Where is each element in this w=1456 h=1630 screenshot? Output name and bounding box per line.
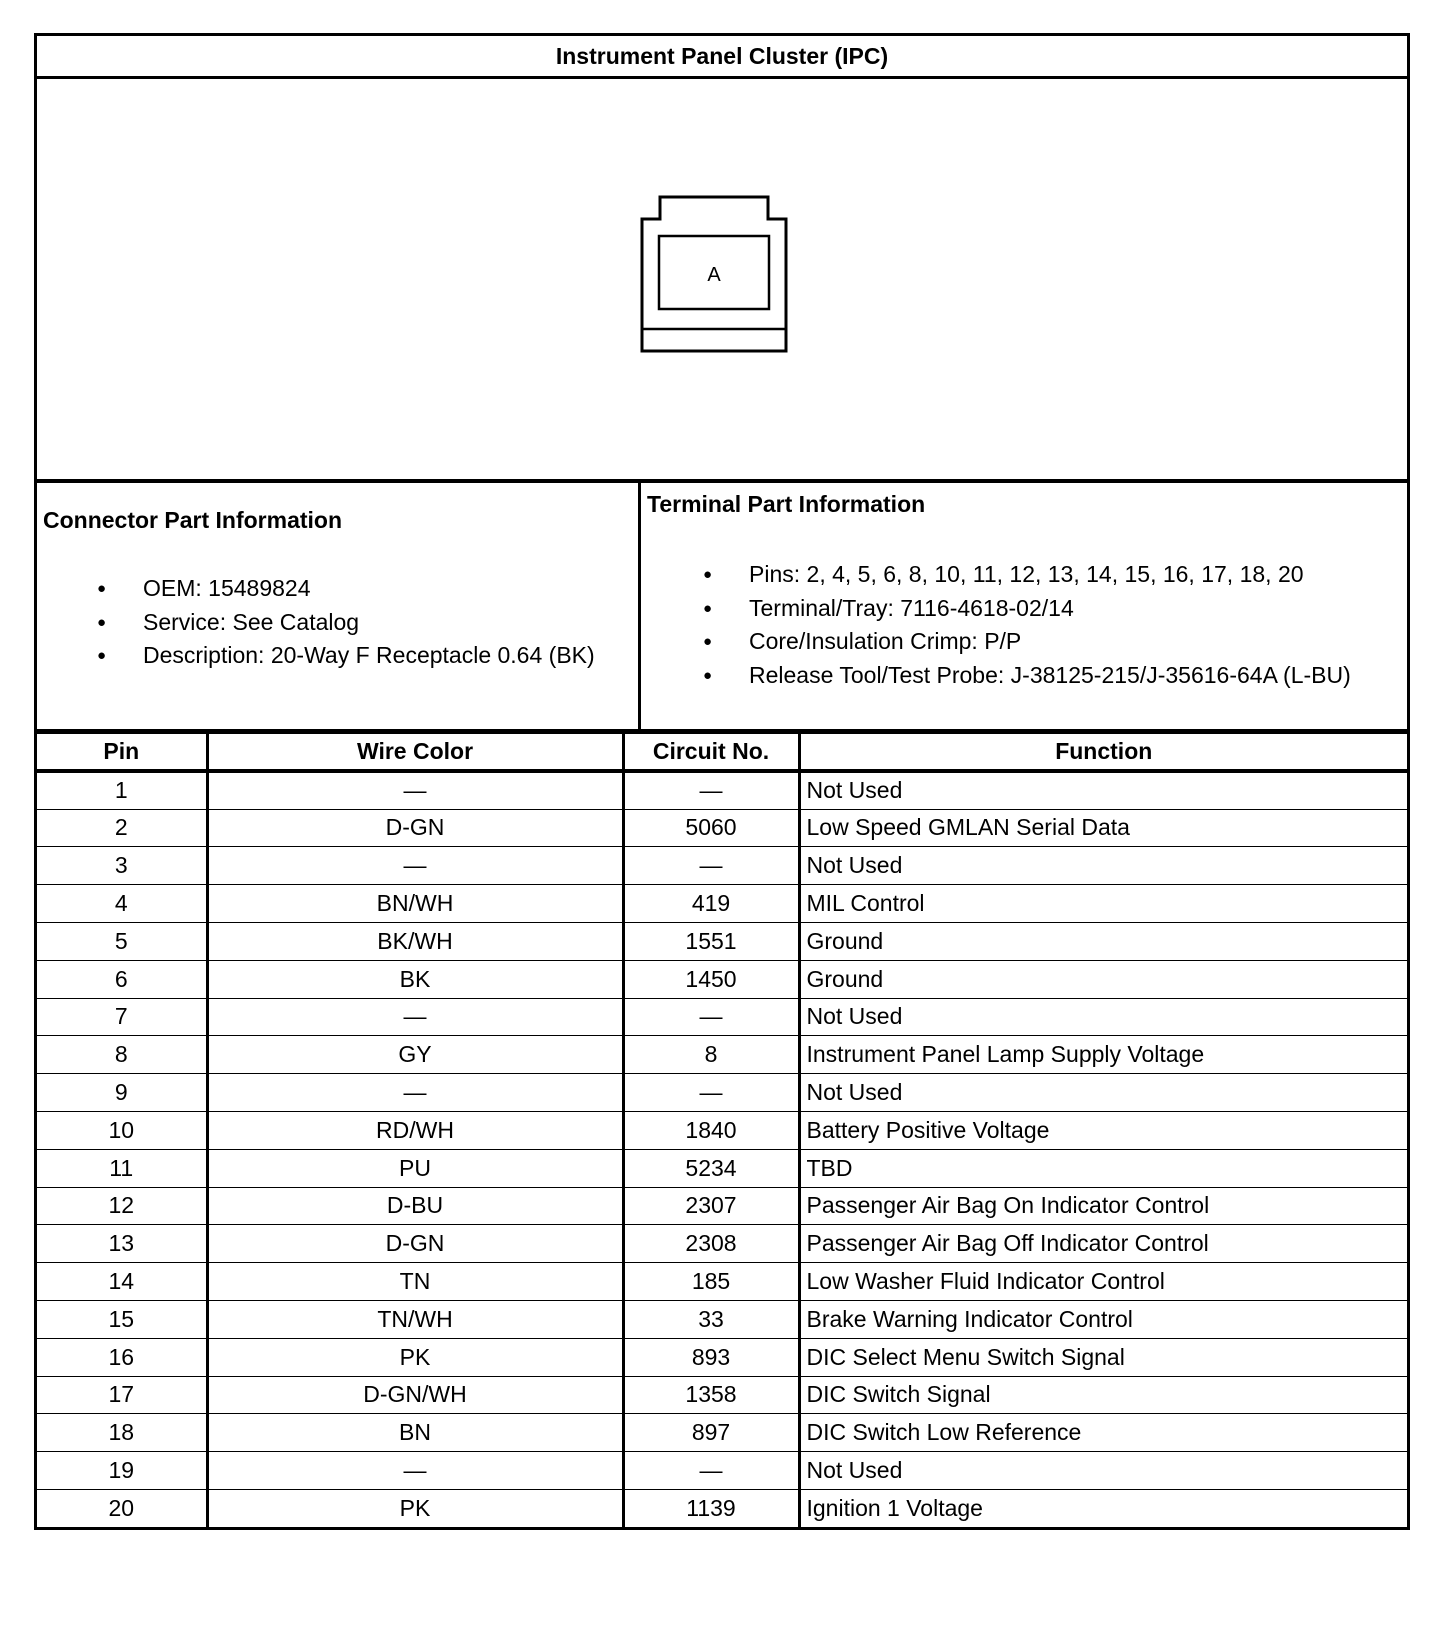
- list-item: ● OEM: 15489824: [43, 572, 638, 606]
- cell-circuit-no: 419: [623, 885, 799, 923]
- part-info-section: [37, 483, 1407, 733]
- cell-pin: 19: [37, 1452, 207, 1490]
- cell-wire-color: —: [207, 1074, 623, 1112]
- header-function: Function: [799, 734, 1407, 772]
- table-row: [37, 809, 1407, 847]
- cell-pin: 13: [37, 1225, 207, 1263]
- table-row: [37, 1149, 1407, 1187]
- terminal-part-info: [641, 483, 1407, 729]
- cell-pin: 15: [37, 1300, 207, 1338]
- cell-function: Not Used: [799, 1074, 1407, 1112]
- cell-function: DIC Switch Low Reference: [799, 1414, 1407, 1452]
- cell-wire-color: PK: [207, 1489, 623, 1527]
- cell-circuit-no: 897: [623, 1414, 799, 1452]
- list-item: ● Description: 20-Way F Receptacle 0.64 (BK): [43, 639, 638, 673]
- cell-pin: 17: [37, 1376, 207, 1414]
- connector-info-heading: Connector Part Information: [43, 507, 343, 533]
- cell-function: Low Speed GMLAN Serial Data: [799, 809, 1407, 847]
- cell-circuit-no: 893: [623, 1338, 799, 1376]
- cell-wire-color: RD/WH: [207, 1111, 623, 1149]
- cell-circuit-no: —: [623, 1452, 799, 1490]
- cell-circuit-no: 33: [623, 1300, 799, 1338]
- cell-pin: 11: [37, 1149, 207, 1187]
- table-row: [37, 1187, 1407, 1225]
- cell-circuit-no: 1840: [623, 1111, 799, 1149]
- table-row: [37, 1376, 1407, 1414]
- table-row: [37, 1225, 1407, 1263]
- cell-wire-color: D-GN: [207, 1225, 623, 1263]
- cell-wire-color: PU: [207, 1149, 623, 1187]
- cell-function: Not Used: [799, 771, 1407, 809]
- cell-pin: 2: [37, 809, 207, 847]
- cell-function: Low Washer Fluid Indicator Control: [799, 1263, 1407, 1301]
- cell-wire-color: —: [207, 1452, 623, 1490]
- cell-circuit-no: 1358: [623, 1376, 799, 1414]
- table-row: [37, 1300, 1407, 1338]
- cell-wire-color: PK: [207, 1338, 623, 1376]
- cell-wire-color: BN: [207, 1414, 623, 1452]
- list-item: ● Service: See Catalog: [43, 606, 638, 640]
- cell-wire-color: TN/WH: [207, 1300, 623, 1338]
- cell-wire-color: BK: [207, 960, 623, 998]
- list-item: ● Release Tool/Test Probe: J-38125-215/J-35616-64A (L-BU): [647, 659, 1407, 693]
- cell-function: Not Used: [799, 998, 1407, 1036]
- table-row: [37, 1263, 1407, 1301]
- connector-diagram: [37, 79, 1407, 483]
- cell-function: MIL Control: [799, 885, 1407, 923]
- cell-pin: 10: [37, 1111, 207, 1149]
- table-row: [37, 1414, 1407, 1452]
- table-row: [37, 847, 1407, 885]
- cell-function: Passenger Air Bag On Indicator Control: [799, 1187, 1407, 1225]
- cell-function: Not Used: [799, 1452, 1407, 1490]
- table-row: [37, 1452, 1407, 1490]
- table-row: [37, 998, 1407, 1036]
- header-wire-color: Wire Color: [207, 734, 623, 772]
- connector-part-info: [37, 483, 641, 729]
- cell-function: Battery Positive Voltage: [799, 1111, 1407, 1149]
- pinout-table: [37, 733, 1407, 1527]
- cell-circuit-no: 1450: [623, 960, 799, 998]
- cell-function: Not Used: [799, 847, 1407, 885]
- cell-circuit-no: 2307: [623, 1187, 799, 1225]
- cell-wire-color: TN: [207, 1263, 623, 1301]
- list-item: ● Terminal/Tray: 7116-4618-02/14: [647, 592, 1407, 626]
- cell-function: DIC Select Menu Switch Signal: [799, 1338, 1407, 1376]
- cell-wire-color: —: [207, 998, 623, 1036]
- table-row: [37, 960, 1407, 998]
- list-item: ● Pins: 2, 4, 5, 6, 8, 10, 11, 12, 13, 14, 15, 16, 17, 18, 20: [647, 558, 1407, 592]
- list-item: ● Core/Insulation Crimp: P/P: [647, 625, 1407, 659]
- cell-pin: 1: [37, 771, 207, 809]
- cell-function: Ignition 1 Voltage: [799, 1489, 1407, 1527]
- cell-function: Passenger Air Bag Off Indicator Control: [799, 1225, 1407, 1263]
- header-pin: Pin: [37, 734, 207, 772]
- cell-pin: 6: [37, 960, 207, 998]
- pinout-rows: [37, 771, 1407, 1527]
- cell-circuit-no: —: [623, 998, 799, 1036]
- connector-face-drawing: [37, 79, 1407, 479]
- terminal-info-list: [647, 558, 1407, 692]
- table-row: [37, 885, 1407, 923]
- cell-circuit-no: 2308: [623, 1225, 799, 1263]
- connector-sheet: [34, 33, 1410, 1530]
- table-row: [37, 922, 1407, 960]
- cell-pin: 8: [37, 1036, 207, 1074]
- cell-pin: 14: [37, 1263, 207, 1301]
- cell-pin: 18: [37, 1414, 207, 1452]
- cell-circuit-no: —: [623, 847, 799, 885]
- cell-pin: 20: [37, 1489, 207, 1527]
- page-title: Instrument Panel Cluster (IPC): [37, 36, 1407, 79]
- table-header-row: [37, 734, 1407, 772]
- table-row: [37, 1489, 1407, 1527]
- cell-wire-color: BK/WH: [207, 922, 623, 960]
- cell-pin: 4: [37, 885, 207, 923]
- cell-circuit-no: —: [623, 771, 799, 809]
- cell-function: DIC Switch Signal: [799, 1376, 1407, 1414]
- cell-circuit-no: 185: [623, 1263, 799, 1301]
- connector-info-list: [43, 572, 638, 673]
- cell-circuit-no: 1551: [623, 922, 799, 960]
- cell-circuit-no: —: [623, 1074, 799, 1112]
- cell-pin: 16: [37, 1338, 207, 1376]
- table-row: [37, 1074, 1407, 1112]
- terminal-info-heading: Terminal Part Information: [647, 491, 926, 517]
- cell-wire-color: —: [207, 847, 623, 885]
- cell-function: Ground: [799, 922, 1407, 960]
- cell-circuit-no: 5234: [623, 1149, 799, 1187]
- cell-function: Instrument Panel Lamp Supply Voltage: [799, 1036, 1407, 1074]
- cell-wire-color: BN/WH: [207, 885, 623, 923]
- cell-pin: 7: [37, 998, 207, 1036]
- cell-circuit-no: 5060: [623, 809, 799, 847]
- cell-circuit-no: 1139: [623, 1489, 799, 1527]
- cell-function: TBD: [799, 1149, 1407, 1187]
- cavity-a-label: A: [707, 264, 721, 286]
- cell-pin: 12: [37, 1187, 207, 1225]
- cell-wire-color: —: [207, 771, 623, 809]
- cell-pin: 9: [37, 1074, 207, 1112]
- cell-pin: 5: [37, 922, 207, 960]
- cell-function: Brake Warning Indicator Control: [799, 1300, 1407, 1338]
- cell-pin: 3: [37, 847, 207, 885]
- cell-wire-color: D-GN: [207, 809, 623, 847]
- cell-wire-color: D-GN/WH: [207, 1376, 623, 1414]
- header-circuit-no: Circuit No.: [623, 734, 799, 772]
- table-row: [37, 1036, 1407, 1074]
- table-row: [37, 771, 1407, 809]
- cell-wire-color: GY: [207, 1036, 623, 1074]
- cell-wire-color: D-BU: [207, 1187, 623, 1225]
- table-row: [37, 1111, 1407, 1149]
- table-row: [37, 1338, 1407, 1376]
- cell-circuit-no: 8: [623, 1036, 799, 1074]
- cell-function: Ground: [799, 960, 1407, 998]
